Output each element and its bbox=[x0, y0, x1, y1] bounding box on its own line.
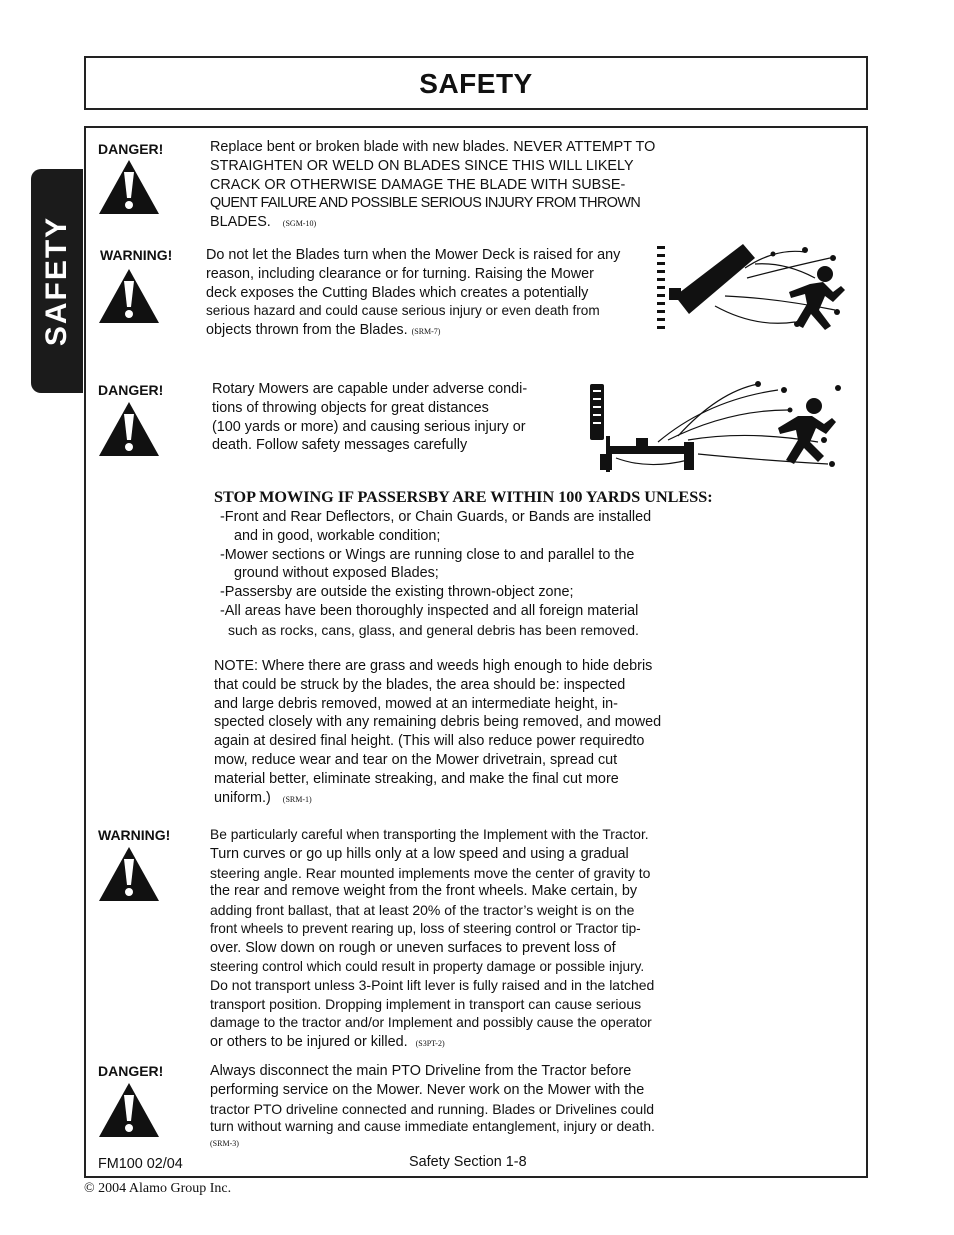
text-line: Rotary Mowers are capable under adverse condi- bbox=[212, 381, 528, 397]
list-item: -Passersby are outside the existing thrown-object zone; bbox=[220, 584, 574, 601]
note-paragraph bbox=[214, 657, 694, 809]
text-line bbox=[214, 789, 694, 810]
text-line: Do not transport unless 3-Point lift lever is fully raised and in the latched bbox=[210, 977, 655, 994]
text-line: again at desired final height. (This will also reduce power requiredto bbox=[214, 733, 645, 750]
text-line: that could be struck by the blades, the area should be: inspected bbox=[214, 676, 626, 693]
warning-label: WARNING! bbox=[98, 827, 171, 843]
text-line: NOTE: Where there are grass and weeds high enough to hide debris bbox=[214, 658, 653, 674]
hazard-triangle-icon bbox=[97, 845, 161, 903]
hazard-triangle-icon bbox=[97, 267, 161, 325]
text-line: mow, reduce wear and tear on the Mower drivetrain, spread cut bbox=[214, 751, 618, 768]
list-item: such as rocks, cans, glass, and general debris has been removed. bbox=[228, 621, 639, 638]
copyright: © 2004 Alamo Group Inc. bbox=[84, 1181, 232, 1196]
text-line: Always disconnect the main PTO Driveline from the Tractor before bbox=[210, 1063, 632, 1079]
text-line: Turn curves or go up hills only at a low speed and using a gradual bbox=[210, 845, 629, 862]
hazard-triangle-icon bbox=[97, 400, 161, 458]
mower-thrown-objects-illustration bbox=[588, 380, 856, 476]
text-line: QUENT FAILURE AND POSSIBLE SERIOUS INJURY FROM THROWN bbox=[210, 195, 641, 212]
raised-deck-illustration bbox=[655, 238, 855, 338]
list-item: ground without exposed Blades; bbox=[234, 565, 439, 582]
reference-code: (S3PT-2) bbox=[415, 1038, 445, 1048]
text-line: adding front ballast, that at least 20% of the tractor’s weight is on the bbox=[210, 902, 635, 919]
text-line: and large debris removed, mowed at an intermediate height, in- bbox=[214, 695, 618, 712]
text-line: turn without warning and cause immediate entanglement, injury or death. bbox=[210, 1119, 655, 1135]
text-line: (100 yards or more) and causing serious injury or bbox=[212, 418, 526, 435]
text-line: over. Slow down on rough or uneven surfaces to prevent loss of bbox=[210, 939, 616, 956]
text-line: damage to the tractor and/or Implement and possibly cause the operator bbox=[210, 1014, 652, 1030]
danger-text-pto-driveline bbox=[210, 1062, 690, 1149]
text-line: CRACK OR OTHERWISE DAMAGE THE BLADE WITH SUBSE- bbox=[210, 176, 626, 193]
page-header bbox=[84, 56, 868, 110]
text-line: transport position. Dropping implement in transport can cause serious bbox=[210, 996, 642, 1013]
text-line: death. Follow safety messages carefully bbox=[212, 437, 468, 454]
side-tab bbox=[31, 169, 83, 393]
text-line: tractor PTO driveline connected and running. Blades or Drivelines could bbox=[210, 1100, 655, 1117]
footer-section-page: Safety Section 1-8 bbox=[409, 1154, 527, 1170]
reference-code: (SRM-7) bbox=[411, 327, 441, 337]
text-line: tions of throwing objects for great distances bbox=[212, 399, 489, 416]
text-line: reason, including clearance or for turning. Raising the Mower bbox=[206, 265, 594, 282]
list-item: -Mower sections or Wings are running close to and parallel to the bbox=[220, 546, 635, 563]
text-line: spected closely with any remaining debris being removed, and mowed bbox=[214, 714, 662, 731]
text-line: STRAIGHTEN OR WELD ON BLADES SINCE THIS WILL LIKELY bbox=[210, 157, 634, 174]
danger-label: DANGER! bbox=[98, 141, 164, 157]
text-line-end: uniform.) bbox=[214, 789, 271, 806]
text-line: Replace bent or broken blade with new blades. NEVER ATTEMPT TO bbox=[210, 139, 656, 155]
stop-mowing-heading: STOP MOWING IF PASSERSBY ARE WITHIN 100 YARDS UNLESS: bbox=[214, 488, 713, 506]
text-line-end: objects thrown from the Blades. bbox=[206, 322, 408, 339]
text-line-end: or others to be injured or killed. bbox=[210, 1033, 408, 1050]
danger-text-thrown-objects bbox=[212, 380, 582, 455]
list-item: -All areas have been thoroughly inspected and all foreign material bbox=[220, 602, 639, 619]
text-line: front wheels to prevent rearing up, loss of steering control or Tractor tip- bbox=[210, 920, 641, 936]
text-line-end: BLADES. bbox=[210, 214, 271, 231]
text-line: material better, eliminate streaking, and make the final cut more bbox=[214, 770, 619, 787]
warning-text-transport bbox=[210, 826, 690, 1054]
list-item: and in good, workable condition; bbox=[234, 527, 441, 544]
hazard-triangle-icon bbox=[97, 158, 161, 216]
text-line: performing service on the Mower. Never work on the Mower with the bbox=[210, 1081, 645, 1098]
footer-model: FM100 02/04 bbox=[98, 1156, 183, 1172]
text-line: the rear and remove weight from the front wheels. Make certain, by bbox=[210, 883, 638, 900]
hazard-triangle-icon bbox=[97, 1081, 161, 1139]
danger-label: DANGER! bbox=[98, 382, 164, 398]
text-line: deck exposes the Cutting Blades which creates a potentially bbox=[206, 284, 589, 301]
text-line bbox=[210, 1137, 690, 1149]
list-item: -Front and Rear Deflectors, or Chain Guards, or Bands are installed bbox=[220, 509, 652, 525]
warning-text-deck bbox=[206, 246, 646, 342]
stop-conditions-list bbox=[220, 508, 696, 640]
text-line bbox=[210, 1033, 690, 1054]
text-line: steering angle. Rear mounted implements move the center of gravity to bbox=[210, 864, 651, 881]
text-line: steering control which could result in property damage or possible injury. bbox=[210, 958, 645, 974]
danger-label: DANGER! bbox=[98, 1063, 164, 1079]
text-line: Be particularly careful when transporting the Implement with the Tractor. bbox=[210, 827, 649, 842]
text-line: serious hazard and could cause serious injury or even death from bbox=[206, 303, 600, 319]
page-title: SAFETY bbox=[419, 68, 533, 99]
text-line bbox=[206, 321, 646, 342]
text-line: Do not let the Blades turn when the Mower Deck is raised for any bbox=[206, 247, 621, 263]
reference-code: (SGM-10) bbox=[282, 219, 317, 229]
reference-code: (SRM-1) bbox=[282, 794, 312, 804]
danger-text-blade bbox=[210, 138, 690, 234]
warning-label: WARNING! bbox=[100, 247, 173, 263]
text-line bbox=[210, 213, 690, 234]
reference-code: (SRM-3) bbox=[210, 1139, 239, 1149]
side-tab-label: SAFETY bbox=[40, 215, 73, 347]
